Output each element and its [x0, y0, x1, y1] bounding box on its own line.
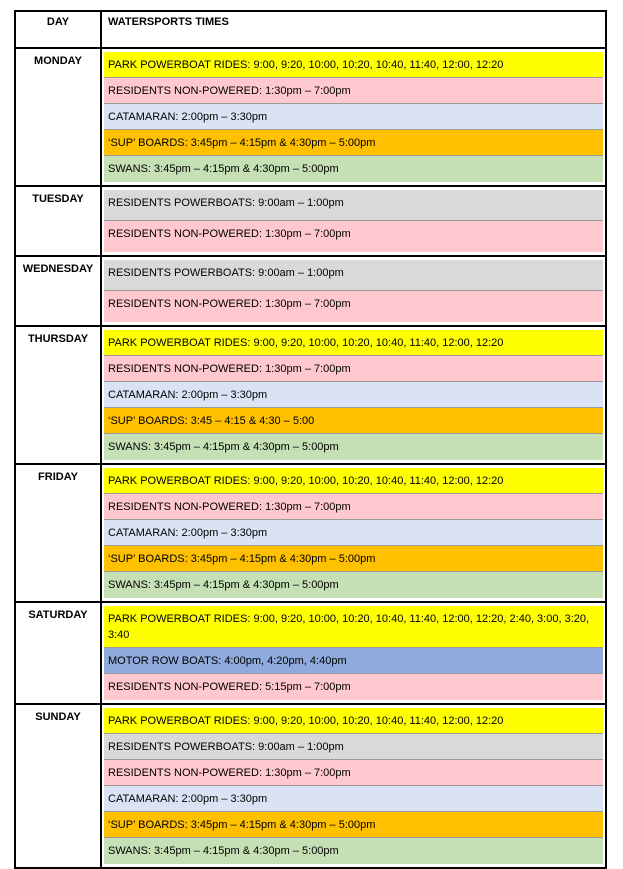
activity-entry: CATAMARAN: 2:00pm – 3:30pm — [104, 104, 603, 130]
activity-entry: PARK POWERBOAT RIDES: 9:00, 9:20, 10:00, 10:20, 10:40, 11:40, 12:00, 12:20 — [104, 708, 603, 734]
day-column-header: DAY — [15, 11, 101, 48]
watersports-schedule-table — [14, 10, 607, 869]
header-row — [15, 11, 606, 48]
activity-entry: ‘SUP’ BOARDS: 3:45 – 4:15 & 4:30 – 5:00 — [104, 408, 603, 434]
activity-entry: SWANS: 3:45pm – 4:15pm & 4:30pm – 5:00pm — [104, 156, 603, 182]
activity-entry: SWANS: 3:45pm – 4:15pm & 4:30pm – 5:00pm — [104, 434, 603, 460]
activity-entry: PARK POWERBOAT RIDES: 9:00, 9:20, 10:00, 10:20, 10:40, 11:40, 12:00, 12:20 — [104, 52, 603, 78]
activity-entry: RESIDENTS POWERBOATS: 9:00am – 1:00pm — [104, 734, 603, 760]
activities-cell — [101, 326, 606, 464]
activity-entry: RESIDENTS POWERBOATS: 9:00am – 1:00pm — [104, 260, 603, 291]
activity-entry: SWANS: 3:45pm – 4:15pm & 4:30pm – 5:00pm — [104, 838, 603, 864]
activity-entry: RESIDENTS NON-POWERED: 1:30pm – 7:00pm — [104, 291, 603, 322]
day-row-saturday — [15, 602, 606, 704]
activity-entry: CATAMARAN: 2:00pm – 3:30pm — [104, 520, 603, 546]
activity-entry: RESIDENTS NON-POWERED: 1:30pm – 7:00pm — [104, 78, 603, 104]
activities-cell — [101, 704, 606, 868]
day-row-thursday — [15, 326, 606, 464]
activity-entry: RESIDENTS NON-POWERED: 1:30pm – 7:00pm — [104, 760, 603, 786]
schedule-body — [15, 48, 606, 868]
day-name: MONDAY — [15, 48, 101, 186]
day-row-monday — [15, 48, 606, 186]
activities-cell — [101, 256, 606, 326]
activities-cell — [101, 48, 606, 186]
activity-entry: RESIDENTS NON-POWERED: 1:30pm – 7:00pm — [104, 494, 603, 520]
schedule-document — [14, 10, 607, 869]
day-row-wednesday — [15, 256, 606, 326]
activity-entry: SWANS: 3:45pm – 4:15pm & 4:30pm – 5:00pm — [104, 572, 603, 598]
activity-entry: PARK POWERBOAT RIDES: 9:00, 9:20, 10:00, 10:20, 10:40, 11:40, 12:00, 12:20 — [104, 330, 603, 356]
activities-cell — [101, 186, 606, 256]
day-row-sunday — [15, 704, 606, 868]
activity-entry: MOTOR ROW BOATS: 4:00pm, 4:20pm, 4:40pm — [104, 648, 603, 674]
day-name: TUESDAY — [15, 186, 101, 256]
activity-entry: CATAMARAN: 2:00pm – 3:30pm — [104, 382, 603, 408]
activity-entry: CATAMARAN: 2:00pm – 3:30pm — [104, 786, 603, 812]
day-row-friday — [15, 464, 606, 602]
activity-entry: RESIDENTS NON-POWERED: 1:30pm – 7:00pm — [104, 356, 603, 382]
activity-entry: PARK POWERBOAT RIDES: 9:00, 9:20, 10:00, 10:20, 10:40, 11:40, 12:00, 12:20 — [104, 468, 603, 494]
day-name: SATURDAY — [15, 602, 101, 704]
day-row-tuesday — [15, 186, 606, 256]
activity-entry: ‘SUP’ BOARDS: 3:45pm – 4:15pm & 4:30pm – 5:00pm — [104, 812, 603, 838]
activities-cell — [101, 602, 606, 704]
day-name: SUNDAY — [15, 704, 101, 868]
activity-entry: RESIDENTS NON-POWERED: 5:15pm – 7:00pm — [104, 674, 603, 700]
activity-entry: RESIDENTS NON-POWERED: 1:30pm – 7:00pm — [104, 221, 603, 252]
activity-entry: ‘SUP’ BOARDS: 3:45pm – 4:15pm & 4:30pm – 5:00pm — [104, 130, 603, 156]
day-name: FRIDAY — [15, 464, 101, 602]
activity-entry: PARK POWERBOAT RIDES: 9:00, 9:20, 10:00, 10:20, 10:40, 11:40, 12:00, 12:20, 2:40, 3:00, 3:20, 3:40 — [104, 606, 603, 648]
activities-cell — [101, 464, 606, 602]
activity-entry: ‘SUP’ BOARDS: 3:45pm – 4:15pm & 4:30pm – 5:00pm — [104, 546, 603, 572]
times-column-header: WATERSPORTS TIMES — [101, 11, 606, 48]
day-name: WEDNESDAY — [15, 256, 101, 326]
day-name: THURSDAY — [15, 326, 101, 464]
activity-entry: RESIDENTS POWERBOATS: 9:00am – 1:00pm — [104, 190, 603, 221]
